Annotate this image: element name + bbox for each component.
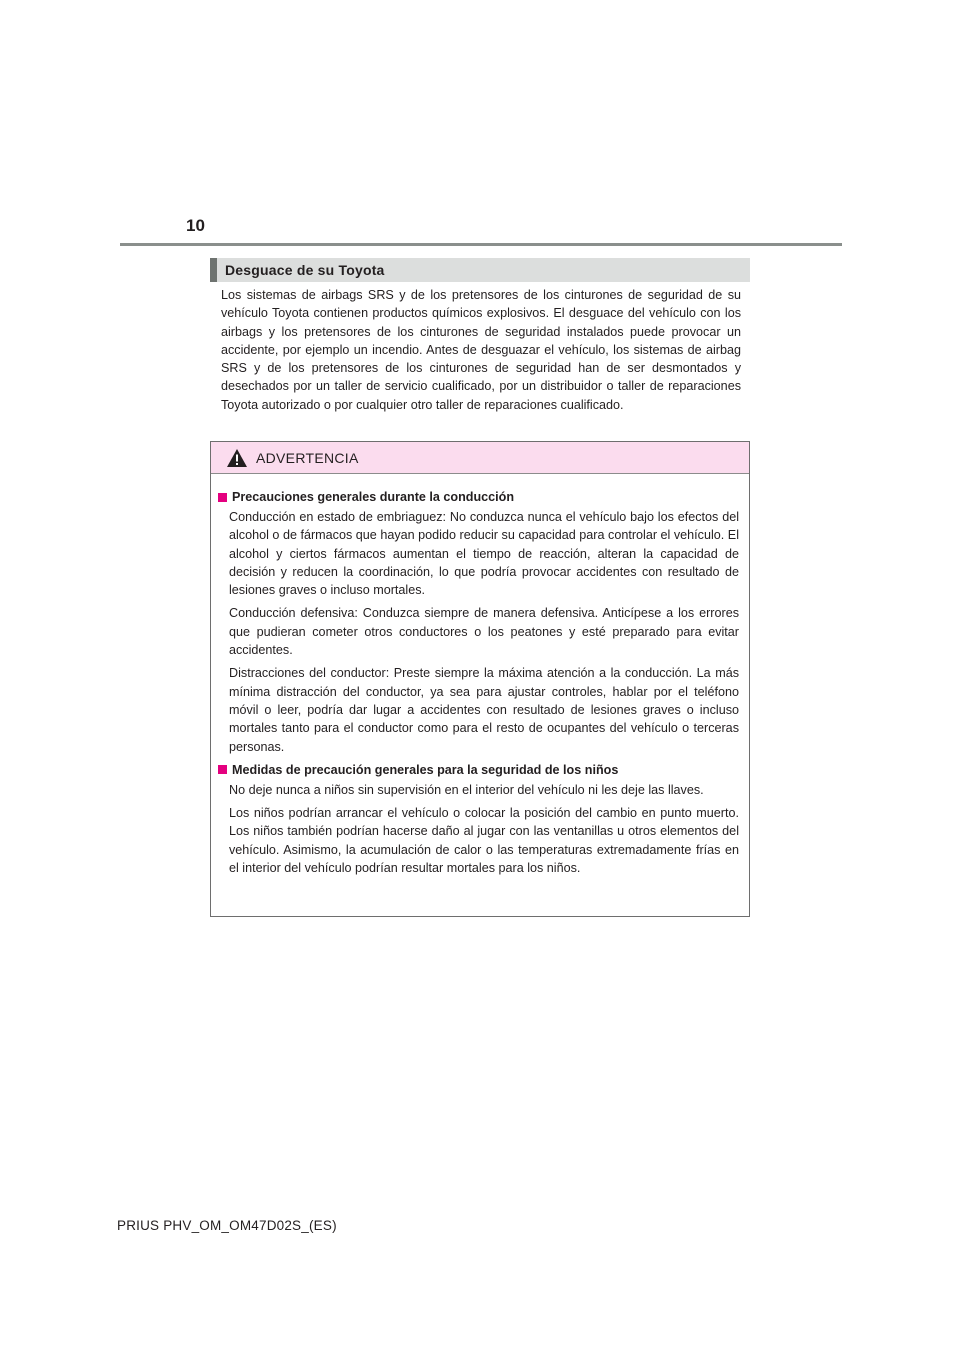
warning-title: ADVERTENCIA xyxy=(256,449,359,466)
section-heading xyxy=(210,258,750,282)
pink-square-icon xyxy=(218,765,227,774)
paragraph-defensive-driving: Conducción defensiva: Conduzca siempre de manera defensiva. Anticípese a los errores que pudieran cometer otros conductores o los peatones y esté preparado para evitar accidentes. xyxy=(229,606,739,658)
paragraph-drunk-driving: Conducción en estado de embriaguez: No conduzca nunca el vehículo bajo los efectos del alcohol o de fármacos que hayan podido reducir su capacidad para controlar el vehículo. El alcohol y ciertos fármacos aumentan el tiempo de reacción, alteran la capacidad de decisión y reducen la coordinación, lo que podría provocar accidentes con resultado de lesiones graves o incluso mortales. xyxy=(229,510,739,598)
subhead-driving-precautions xyxy=(218,488,739,506)
section-heading-text: Desguace de su Toyota xyxy=(225,262,385,278)
warning-triangle-icon xyxy=(226,448,248,468)
paragraph-child-risks: Los niños podrían arrancar el vehículo o colocar la posición del cambio en punto muerto. Los niños también podrían hacerse daño al jugar con las ventanillas u otros elementos del vehículo. Asimismo, la acumulación de calor o las temperaturas extremadamente frías en el interior del vehículo podrían resultar mortales para los niños. xyxy=(229,806,739,876)
paragraph-driver-distraction: Distracciones del conductor: Preste siempre la máxima atención a la conducción. La más mínima distracción del conductor, ya sea para ajustar controles, hablar por el teléfono móvil o leer, podría dar lugar a accidentes con resultado de lesiones graves o incluso mortales tanto para el conductor como para el resto de ocupantes del vehículo o terceras personas. xyxy=(229,666,739,754)
footer-document-code: PRIUS PHV_OM_OM47D02S_(ES) xyxy=(117,1218,337,1233)
warning-box xyxy=(210,441,750,917)
page-number: 10 xyxy=(186,216,205,235)
pink-square-icon xyxy=(218,493,227,502)
paragraph-unattended-children: No deje nunca a niños sin supervisión en el interior del vehículo ni les deje las llaves. xyxy=(229,782,704,797)
subhead-child-safety xyxy=(218,761,739,779)
subhead-text: Precauciones generales durante la conducción xyxy=(232,490,515,504)
warning-header xyxy=(211,442,749,474)
section-paragraph: Los sistemas de airbags SRS y de los pretensores de los cinturones de seguridad de su vehículo Toyota contienen productos químicos explosivos. El desguace del vehículo con los airbags y los pretensores de los cinturones de seguridad instalados puede provocar un accidente, por ejemplo un incendio. Antes de desguazar el vehículo, los sistemas de airbag SRS y de los pretensores de los cinturones de seguridad han de ser desmontados y desechados por un taller de servicio cualificado, por un distribuidor o taller de reparaciones Toyota autorizado o por cualquier otro taller de reparaciones cualificado. xyxy=(221,288,741,412)
subhead-text: Medidas de precaución generales para la seguridad de los niños xyxy=(232,762,619,777)
header-rule xyxy=(120,243,842,246)
warning-body xyxy=(211,474,749,877)
